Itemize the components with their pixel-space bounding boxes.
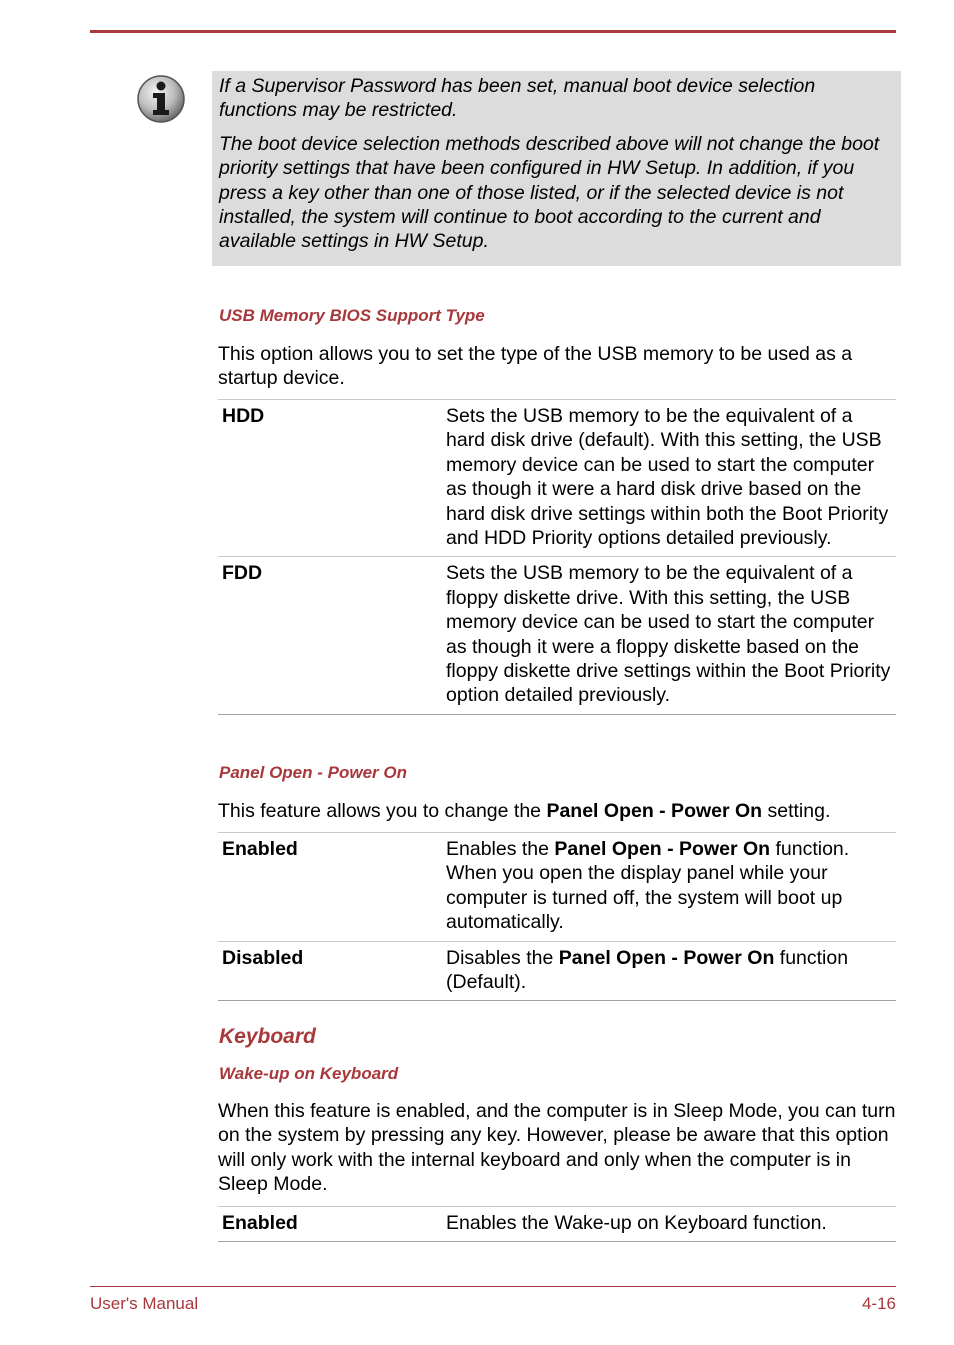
footer-title: User's Manual <box>90 1294 199 1313</box>
panel-open-heading: Panel Open - Power On <box>219 763 407 782</box>
note-paragraph: The boot device selection methods described above will not change the boot priority settings that have been configured in HW Setup. In addition, if you press a key other than one of those listed, or if the selected device is not installed, the system will continue to boot according to the current and available settings in HW Setup. <box>219 132 880 253</box>
desc-text: Enables the <box>446 838 555 860</box>
page-number: 4-16 <box>861 1294 896 1313</box>
table-row <box>218 400 896 557</box>
desc-emphasis: Panel Open - Power On <box>554 838 771 860</box>
option-description: Enables the Wake-up on Keyboard function. <box>442 1207 896 1242</box>
intro-text: setting. <box>762 800 831 822</box>
option-term: HDD <box>218 400 442 557</box>
note-box <box>212 71 901 266</box>
footer-rule <box>90 1286 896 1287</box>
option-description: Sets the USB memory to be the equivalent of a hard disk drive (default). With this setting, the USB memory device can be used to start the computer as though it were a hard disk drive based on the hard disk drive settings within both the Boot Priority and HDD Priority options detailed previously. <box>442 400 896 557</box>
table-row <box>218 833 896 942</box>
usb-memory-options-table <box>218 399 896 715</box>
option-term: FDD <box>218 557 442 714</box>
intro-emphasis: Panel Open - Power On <box>546 800 763 822</box>
usb-memory-heading: USB Memory BIOS Support Type <box>219 306 485 325</box>
option-description <box>442 833 896 942</box>
wake-up-keyboard-heading: Wake-up on Keyboard <box>219 1064 399 1083</box>
usb-memory-intro: This option allows you to set the type of the USB memory to be used as a startup device. <box>218 343 853 390</box>
desc-text: function (Default). <box>446 946 849 994</box>
info-icon <box>136 74 186 124</box>
desc-text: Disables the <box>446 946 559 969</box>
desc-emphasis: Panel Open - Power On <box>558 946 775 969</box>
panel-open-intro <box>218 799 896 823</box>
option-description <box>442 941 896 1001</box>
wake-up-keyboard-options-table <box>218 1206 896 1242</box>
table-row <box>218 557 896 714</box>
wake-up-keyboard-intro: When this feature is enabled, and the computer is in Sleep Mode, you can turn on the system by pressing any key. However, please be aware that this option will only work with the internal keyboard and only when the computer is in Sleep Mode. <box>218 1100 896 1196</box>
header-rule <box>90 30 896 33</box>
intro-text: This feature allows you to change the <box>218 800 547 822</box>
option-term: Disabled <box>218 941 442 1001</box>
option-description: Sets the USB memory to be the equivalent of a floppy diskette drive. With this setting, the USB memory device can be used to start the computer as though it were a floppy diskette based on the floppy diskette drive settings within the Boot Priority option detailed previously. <box>442 557 896 714</box>
option-term: Enabled <box>218 1207 442 1242</box>
table-row <box>218 1207 896 1242</box>
desc-text: function. When you open the display panel while your computer is turned off, the system will boot up automatically. <box>446 838 850 934</box>
keyboard-heading: Keyboard <box>219 1025 316 1048</box>
note-paragraph: If a Supervisor Password has been set, manual boot device selection functions may be restricted. <box>219 75 816 122</box>
table-row <box>218 941 896 1001</box>
panel-open-options-table <box>218 832 896 1001</box>
option-term: Enabled <box>218 833 442 942</box>
